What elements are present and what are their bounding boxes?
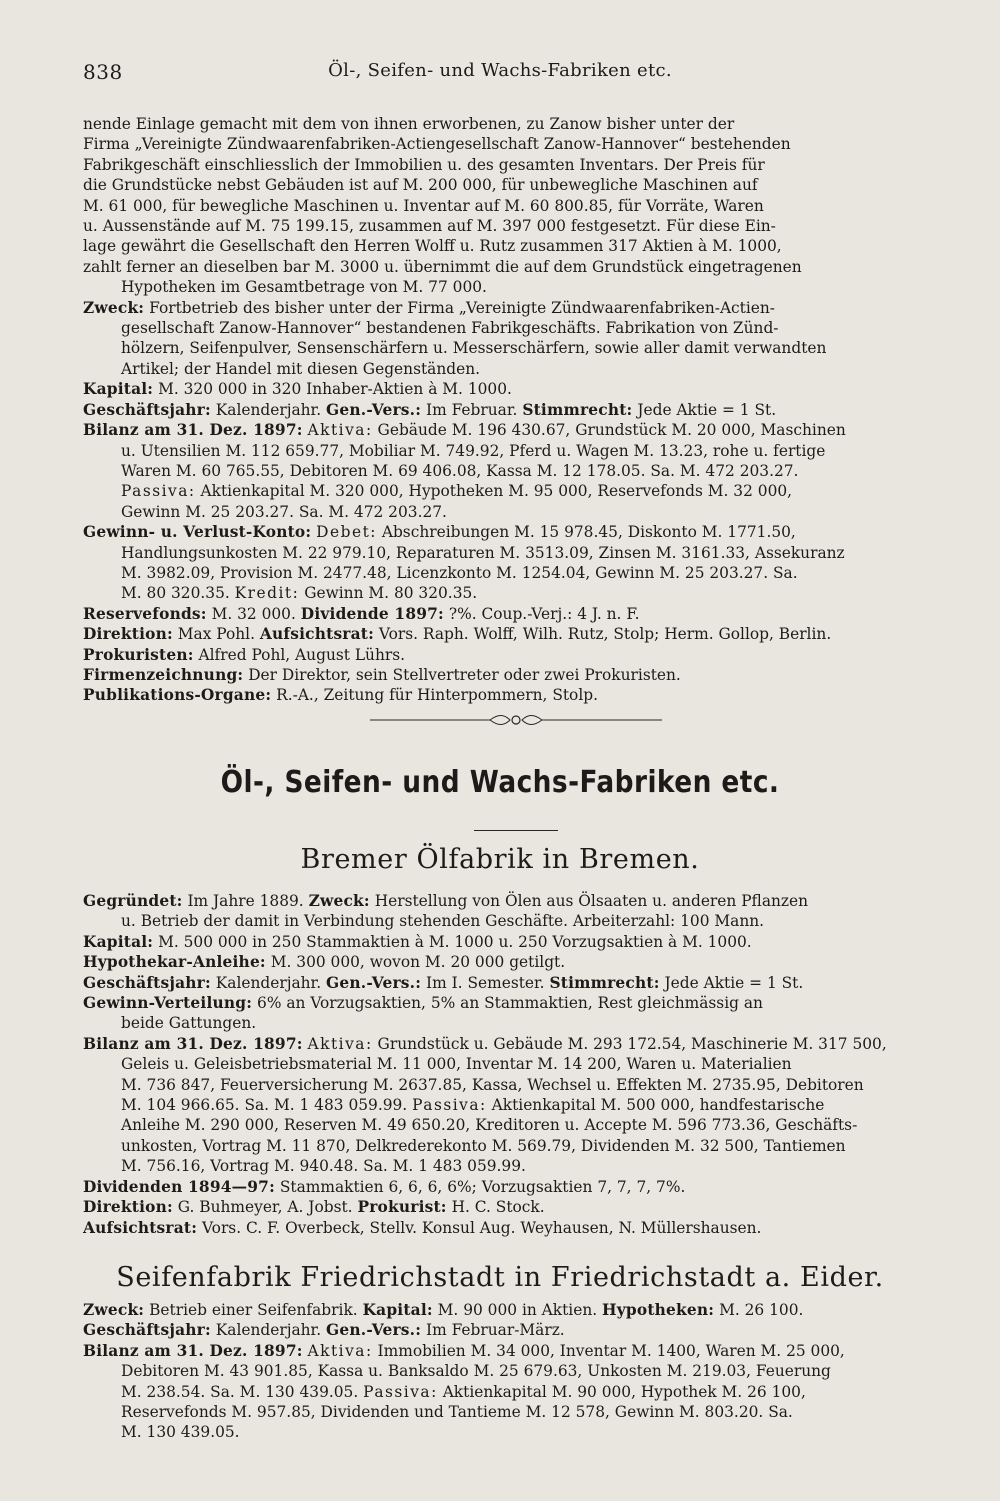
entry-bremer xyxy=(83,891,951,1238)
geschaeftsjahr-line: Geschäftsjahr: Kalenderjahr. Gen.-Vers.: Im Februar-März. xyxy=(83,1321,565,1340)
text-line: die Grundstücke nebst Gebäuden ist auf M. 200 000, für unbewegliche Maschinen auf xyxy=(83,176,758,195)
kapital-label: Kapital: xyxy=(83,380,154,399)
text-line: beide Gattungen. xyxy=(121,1014,257,1033)
text-line: Debitoren M. 43 901.85, Kassa u. Banksaldo M. 25 679.63, Unkosten M. 219.03, Feuerung xyxy=(121,1362,831,1381)
hypothekar-line: Hypothekar-Anleihe: M. 300 000, wovon M. 20 000 getilgt. xyxy=(83,953,566,972)
passiva-line: M. 238.54. Sa. M. 130 439.05. Passiva: Aktienkapital M. 90 000, Hypothek M. 26 100, xyxy=(121,1382,806,1401)
prokuristen-line: Prokuristen: Alfred Pohl, August Lührs. xyxy=(83,645,406,664)
zweck-line: Zweck: Fortbetrieb des bisher unter der Firma „Vereinigte Zündwaarenfabriken-Actien- xyxy=(83,298,776,317)
gegruendet-line: Gegründet: Im Jahre 1889. Zweck: Herstellung von Ölen aus Ölsaaten u. anderen Pflanzen xyxy=(83,892,809,910)
text-line: hölzern, Seifenpulver, Sensenschärfern u. Messerschärfern, sowie aller damit verwandten xyxy=(121,339,827,358)
text-line: Waren M. 60 765.55, Debitoren M. 69 406.08, Kassa M. 12 178.05. Sa. M. 472 203.27. xyxy=(121,461,799,480)
company-title-bremer: Bremer Ölfabrik in Bremen. xyxy=(300,844,700,875)
section-title: Öl-, Seifen- und Wachs-Fabriken etc. xyxy=(220,765,780,800)
text-line: M. 61 000, für bewegliche Maschinen u. Inventar auf M. 60 800.85, für Vorräte, Waren xyxy=(83,196,764,215)
firmenzeichnung-line: Firmenzeichnung: Der Direktor, sein Stellvertreter oder zwei Prokuristen. xyxy=(83,665,681,684)
geschaeftsjahr-line: Geschäftsjahr: Kalenderjahr. Gen.-Vers.: Im Februar. Stimmrecht: Jede Aktie = 1 St. xyxy=(83,400,777,419)
direktion-line: Direktion: Max Pohl. Aufsichtsrat: Vors. Raph. Wolff, Wilh. Rutz, Stolp; Herm. Gollop, Berlin. xyxy=(83,625,832,644)
dividenden-line: Dividenden 1894—97: Stammaktien 6, 6, 6, 6%; Vorzugsaktien 7, 7, 7, 7%. xyxy=(83,1177,686,1196)
text-line: M. 80 320.35. Kredit: Gewinn M. 80 320.35. xyxy=(121,584,478,603)
reservefonds-line: Reservefonds: M. 32 000. Dividende 1897: ?%. Coup.-Verj.: 4 J. n. F. xyxy=(83,604,640,623)
text-line: Geleis u. Geleisbetriebsmaterial M. 11 000, Inventar M. 14 200, Waren u. Materialien xyxy=(121,1055,792,1074)
text-line: nende Einlage gemacht mit dem von ihnen erworbenen, zu Zanow bisher unter der xyxy=(83,115,735,133)
passiva-line: Passiva: Aktienkapital M. 320 000, Hypotheken M. 95 000, Reservefonds M. 32 000, xyxy=(121,482,793,501)
text-line: M. 756.16, Vortrag M. 940.48. Sa. M. 1 483 059.99. xyxy=(121,1157,526,1176)
gewinnverteilung-line: Gewinn-Verteilung: 6% an Vorzugsaktien, 5% an Stammaktien, Rest gleichmässig an xyxy=(83,994,763,1013)
text-line: unkosten, Vortrag M. 11 870, Delkrederekonto M. 569.79, Dividenden M. 32 500, Tantiemen xyxy=(121,1136,846,1155)
passiva-line: M. 104 966.65. Sa. M. 1 483 059.99. Passiva: Aktienkapital M. 500 000, handfestarische xyxy=(121,1096,825,1115)
guv-label: Gewinn- u. Verlust-Konto: xyxy=(83,523,312,542)
text-line: Gewinn M. 25 203.27. Sa. M. 472 203.27. xyxy=(121,502,447,521)
section-rule xyxy=(474,830,558,831)
bilanz-line: Bilanz am 31. Dez. 1897: Aktiva: Gebäude M. 196 430.67, Grundstück M. 20 000, Maschinen xyxy=(83,421,846,440)
text-line: zahlt ferner an dieselben bar M. 3000 u. übernimmt die auf dem Grundstück eingetragenen xyxy=(83,257,802,276)
text-line: u. Betrieb der damit in Verbindung stehenden Geschäfte. Arbeiterzahl: 100 Mann. xyxy=(121,912,765,931)
text-line: Reservefonds M. 957.85, Dividenden und Tantieme M. 12 578, Gewinn M. 803.20. Sa. xyxy=(121,1403,793,1422)
text-line: Firma „Vereinigte Zündwaarenfabriken-Actiengesellschaft Zanow-Hannover“ bestehenden xyxy=(83,135,791,154)
page-number: 838 xyxy=(83,60,123,84)
bilanz-line: Bilanz am 31. Dez. 1897: Aktiva: Grundstück u. Gebäude M. 293 172.54, Maschinerie M. 317 500, xyxy=(83,1034,887,1053)
guv-line: Gewinn- u. Verlust-Konto: Debet: Abschreibungen M. 15 978.45, Diskonto M. 1771.50, xyxy=(83,523,796,542)
text-line: Hypotheken im Gesamtbetrage von M. 77 000. xyxy=(121,278,487,297)
text-line: M. 3982.09, Provision M. 2477.48, Licenzkonto M. 1254.04, Gewinn M. 25 203.27. Sa. xyxy=(121,563,798,582)
bilanz-line: Bilanz am 31. Dez. 1897: Aktiva: Immobilien M. 34 000, Inventar M. 1400, Waren M. 25 000, xyxy=(83,1341,845,1360)
text-line: M. 130 439.05. xyxy=(121,1423,240,1442)
aufsichtsrat-line: Aufsichtsrat: Vors. C. F. Overbeck, Stellv. Konsul Aug. Weyhausen, N. Müllershausen. xyxy=(83,1218,762,1237)
kapital-line: Kapital: M. 500 000 in 250 Stammaktien à M. 1000 u. 250 Vorzugsaktien à M. 1000. xyxy=(83,932,752,951)
bilanz-label: Bilanz am 31. Dez. 1897: xyxy=(83,421,303,440)
company-title-seifenfabrik: Seifenfabrik Friedrichstadt in Friedrichstadt a. Eider. xyxy=(116,1262,884,1293)
text-line: gesellschaft Zanow-Hannover“ bestandenen Fabrikgeschäfts. Fabrikation von Zünd- xyxy=(121,319,779,338)
zweck-line: Zweck: Betrieb einer Seifenfabrik. Kapital: M. 90 000 in Aktien. Hypotheken: M. 26 100. xyxy=(83,1301,804,1319)
text-line: lage gewährt die Gesellschaft den Herren Wolff u. Rutz zusammen 317 Aktien à M. 1000, xyxy=(83,237,782,256)
kapital-line: Kapital: M. 320 000 in 320 Inhaber-Aktien à M. 1000. xyxy=(83,380,512,399)
text-line: Artikel; der Handel mit diesen Gegenständen. xyxy=(121,359,481,378)
entry-seifenfabrik xyxy=(83,1300,951,1443)
text-line: Fabrikgeschäft einschliesslich der Immobilien u. des gesamten Inventars. Der Preis für xyxy=(83,155,765,174)
publikations-line: Publikations-Organe: R.-A., Zeitung für Hinterpommern, Stolp. xyxy=(83,686,598,705)
text-line: Handlungsunkosten M. 22 979.10, Reparaturen M. 3513.09, Zinsen M. 3161.33, Assekuranz xyxy=(121,543,845,562)
zweck-label: Zweck: xyxy=(83,298,145,317)
running-head: Öl-, Seifen- und Wachs-Fabriken etc. xyxy=(328,60,672,81)
text-line: M. 736 847, Feuerversicherung M. 2637.85, Kassa, Wechsel u. Effekten M. 2735.95, Debitoren xyxy=(121,1075,864,1094)
geschaeftsjahr-line: Geschäftsjahr: Kalenderjahr. Gen.-Vers.: Im I. Semester. Stimmrecht: Jede Aktie = 1 St. xyxy=(83,973,804,992)
text-line: Anleihe M. 290 000, Reserven M. 49 650.20, Kreditoren u. Accepte M. 596 773.36, Geschäfts- xyxy=(121,1116,858,1135)
ornament-divider xyxy=(370,713,662,727)
text-line: u. Utensilien M. 112 659.77, Mobiliar M. 749.92, Pferd u. Wagen M. 13.23, rohe u. fertige xyxy=(121,441,826,460)
continued-entry xyxy=(83,114,951,706)
text-line: u. Aussenstände auf M. 75 199.15, zusammen auf M. 397 000 festgesetzt. Für diese Ein- xyxy=(83,217,776,236)
direktion-line: Direktion: G. Buhmeyer, A. Jobst. Prokurist: H. C. Stock. xyxy=(83,1198,545,1217)
